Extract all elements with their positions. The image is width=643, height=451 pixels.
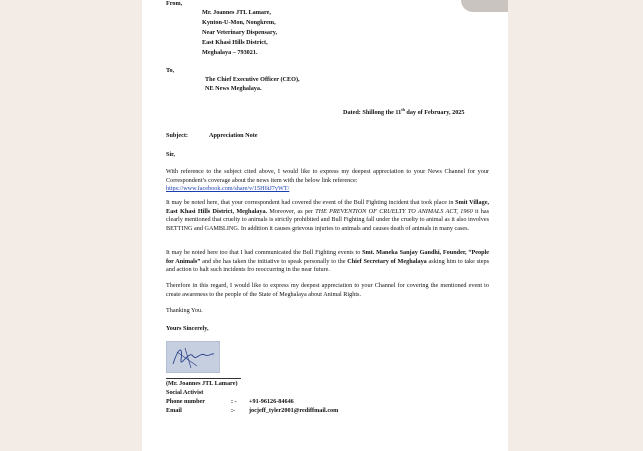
sender-line: Kynton-U-Mon, Nongkrem, [202,19,276,26]
phone-label: Phone number [166,398,206,405]
sender-line: Meghalaya – 793021. [202,49,258,56]
subject-label: Subject: [166,132,188,139]
corner-tab [461,0,508,12]
paragraph-4: Therefore in this regard, I would like to express my deepest appreciation to your Channel for covering the mentioned event to create awareness to the people of the State of Meghalaya about Animal Rights. [166,282,489,298]
phone-value: +91-96126-84646 [249,398,294,405]
subject-value: Appreciation Note [209,132,258,139]
email-label: Email [166,407,182,414]
sender-line: Near Veterinary Dispensary, [202,29,277,36]
to-label: To, [166,67,175,74]
news-link[interactable]: https://www.facebook.com/share/v/15H6tJ7yWT/ [166,185,290,193]
signature-image [166,341,220,373]
email-separator: :- [231,407,236,414]
salutation: Sir, [166,151,175,158]
paragraph-1: With reference to the subject cited above, I would like to express my deepest appreciation to your News Channel for your Correspondent’s coverage about the news item with the below link reference: https://www.facebook.com/share/v/15H6tJ7yWT/ [166,168,489,193]
signature-scribble-icon [167,342,219,372]
closing-line: Yours Sincerely, [166,325,209,332]
signer-title: Social Activist [166,389,204,396]
paragraph-2: It may be noted here, that your correspondent had covered the event of the Bull Fighting incident that took place in Smit Village, East Khasi Hills District, Meghalaya. Moreover, as per THE PREVENTION OF CRUELTY TO ANIMALS ACT, 1960 it has clearly mentioned that cruelty to animals is strictly prohibited and Bull Fighting fall under the cruelty to animal as it also involves BETTING and GAMBLING. In addition it causes grievous injuries to animals and causes death of animals in many cases. [166,199,490,232]
date-line: Dated: Shillong the 11th day of February, 2025 [343,107,465,117]
sender-line: East Khasi Hills District, [202,39,268,46]
from-label: From, [166,0,183,7]
sender-line: Mr. Joannes JTL Lamare, [202,9,271,16]
paragraph-3: It may be noted here too that I had communicated the Bull Fighting events to Smt. Maneka Sanjay Gandhi, Founder, “People for Animals” and she has taken the initiative to speak personally to the Chief Secretary of Meghalaya asking him to take steps and action to halt such incidents fro reoccurring in the near future. [166,249,489,274]
email-value[interactable]: jocjeff_tyler2001@rediffmail.com [249,407,339,414]
recipient-line: NE News Meghalaya. [205,85,262,92]
signature-line [166,378,241,379]
thanking-line: Thanking You. [166,307,203,314]
phone-separator: : - [231,398,237,405]
recipient-line: The Chief Executive Officer (CEO), [205,76,300,83]
signer-name: (Mr. Joannes JTL Lamare) [166,380,238,387]
